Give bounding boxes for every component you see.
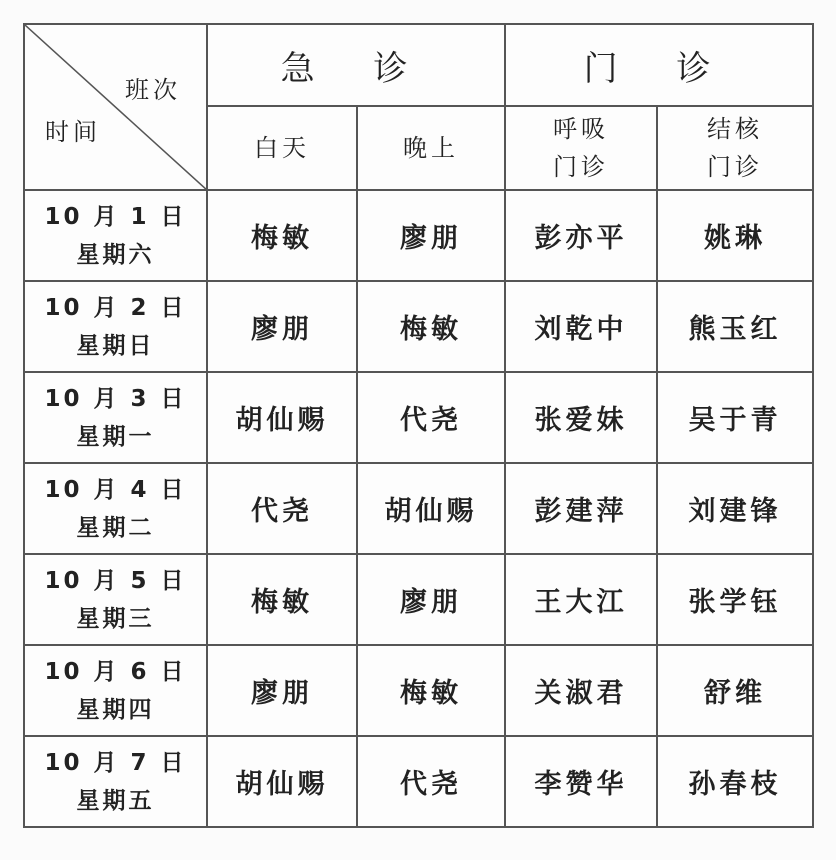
date-cell [24,554,207,645]
corner-time-label: 时间 [45,118,101,146]
table-row [24,281,813,372]
date-cell [24,281,207,372]
table-row [24,736,813,827]
day-shift-doctor: 廖朋 [207,281,357,372]
day-shift-doctor: 梅敏 [207,554,357,645]
day-shift-doctor: 梅敏 [207,190,357,281]
day-shift-doctor: 胡仙赐 [207,736,357,827]
day-shift-doctor: 胡仙赐 [207,372,357,463]
respiratory-clinic-doctor: 彭亦平 [505,190,657,281]
duty-schedule-table [23,23,814,828]
date-text: 10 月 3 日 [44,385,187,412]
tuberculosis-clinic-label-1: 结核 [707,115,763,143]
table-row [24,645,813,736]
table-row [24,463,813,554]
corner-header-cell [24,24,207,190]
date-text: 10 月 5 日 [44,567,187,594]
corner-shift-label: 班次 [125,76,181,104]
respiratory-clinic-label-1: 呼吸 [553,115,609,143]
night-shift-doctor: 代尧 [357,736,505,827]
tuberculosis-clinic-doctor: 姚琳 [657,190,813,281]
weekday-text: 星期二 [76,514,155,541]
date-text: 10 月 4 日 [44,476,187,503]
night-shift-doctor: 梅敏 [357,281,505,372]
tuberculosis-clinic-doctor: 孙春枝 [657,736,813,827]
date-cell [24,463,207,554]
weekday-text: 星期六 [76,241,155,268]
night-shift-doctor: 胡仙赐 [357,463,505,554]
corner-diagonal-line [25,25,207,190]
night-shift-doctor: 廖朋 [357,190,505,281]
respiratory-clinic-doctor: 彭建萍 [505,463,657,554]
table-row [24,190,813,281]
tuberculosis-clinic-doctor: 吴于青 [657,372,813,463]
tuberculosis-clinic-doctor: 熊玉红 [657,281,813,372]
night-shift-doctor: 代尧 [357,372,505,463]
night-shift-label: 晚上 [403,134,459,162]
tuberculosis-clinic-doctor: 舒维 [657,645,813,736]
tuberculosis-clinic-doctor: 张学钰 [657,554,813,645]
day-shift-doctor: 廖朋 [207,645,357,736]
respiratory-clinic-doctor: 张爱妹 [505,372,657,463]
respiratory-clinic-label-2: 门诊 [553,153,609,181]
night-shift-doctor: 廖朋 [357,554,505,645]
respiratory-clinic-header [505,106,657,190]
respiratory-clinic-doctor: 关淑君 [505,645,657,736]
date-cell [24,736,207,827]
night-shift-doctor: 梅敏 [357,645,505,736]
weekday-text: 星期日 [76,332,155,359]
respiratory-clinic-doctor: 王大江 [505,554,657,645]
tuberculosis-clinic-header [657,106,813,190]
day-shift-doctor: 代尧 [207,463,357,554]
date-cell [24,645,207,736]
respiratory-clinic-doctor: 刘乾中 [505,281,657,372]
weekday-text: 星期四 [76,696,155,723]
weekday-text: 星期一 [76,423,155,450]
day-shift-label: 白天 [254,134,310,162]
weekday-text: 星期五 [76,787,155,814]
date-text: 10 月 7 日 [44,749,187,776]
date-text: 10 月 2 日 [44,294,187,321]
table-row [24,372,813,463]
table-row [24,554,813,645]
tuberculosis-clinic-doctor: 刘建锋 [657,463,813,554]
day-shift-header [207,106,357,190]
date-cell [24,190,207,281]
outpatient-group-header: 门 诊 [505,24,813,106]
emergency-group-header: 急 诊 [207,24,505,106]
date-text: 10 月 1 日 [44,203,187,230]
night-shift-header [357,106,505,190]
respiratory-clinic-doctor: 李赞华 [505,736,657,827]
date-text: 10 月 6 日 [44,658,187,685]
tuberculosis-clinic-label-2: 门诊 [707,153,763,181]
weekday-text: 星期三 [76,605,155,632]
date-cell [24,372,207,463]
